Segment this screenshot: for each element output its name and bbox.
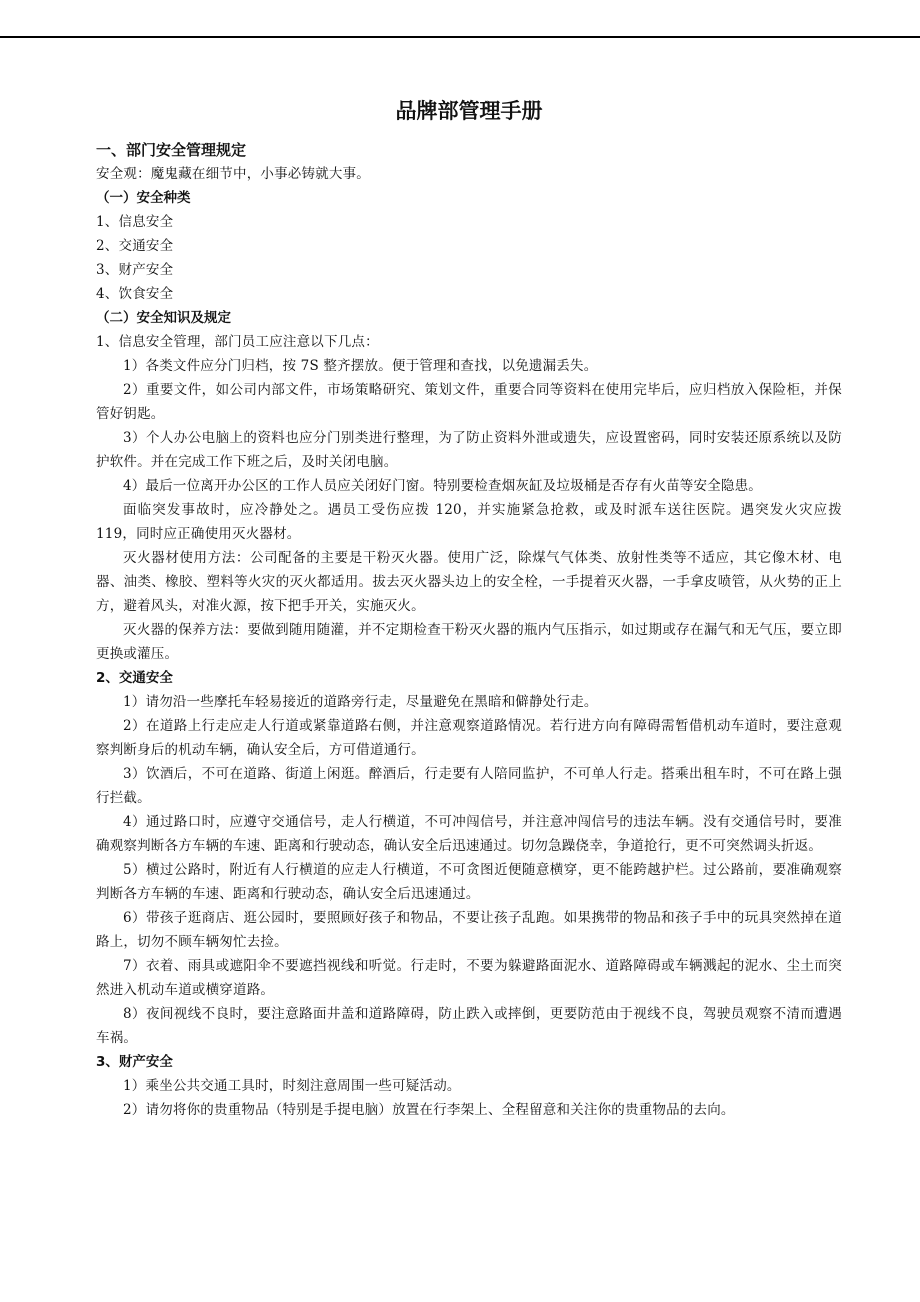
subsection-heading-rules: （二）安全知识及规定 <box>96 310 231 326</box>
safety-type-item: 4、饮食安全 <box>96 286 174 302</box>
property-safety-point: 1）乘坐公共交通工具时，时刻注意周围一些可疑活动。 <box>123 1078 461 1094</box>
traffic-safety-point: 8）夜间视线不良时，要注意路面井盖和道路障碍，防止跌入或摔倒，更要防范由于视线不良，驾驶员观察不清而遭遇车祸。 <box>96 1006 842 1046</box>
extinguisher-maintenance-paragraph: 灭火器的保养方法：要做到随用随灌，并不定期检查干粉灭火器的瓶内气压指示，如过期或存在漏气和无气压，要立即更换或灌压。 <box>96 622 842 662</box>
info-security-point: 3）个人办公电脑上的资料也应分门别类进行整理，为了防止资料外泄或遗失，应设置密码，同时安装还原系统以及防护软件。并在完成工作下班之后，及时关闭电脑。 <box>96 430 842 470</box>
traffic-safety-point: 3）饮酒后，不可在道路、街道上闲逛。醉酒后，行走要有人陪同监护，不可单人行走。搭乘出租车时，不可在路上强行拦截。 <box>96 766 842 806</box>
safety-type-item: 1、信息安全 <box>96 214 174 230</box>
info-security-point: 4）最后一位离开办公区的工作人员应关闭好门窗。特别要检查烟灰缸及垃圾桶是否存有火苗等安全隐患。 <box>123 478 762 494</box>
subsection-heading-types: （一）安全种类 <box>96 190 191 206</box>
document-page <box>96 92 842 1122</box>
traffic-safety-point: 6）带孩子逛商店、逛公园时，要照顾好孩子和物品，不要让孩子乱跑。如果携带的物品和孩子手中的玩具突然掉在道路上，切勿不顾车辆匆忙去捡。 <box>96 910 842 950</box>
traffic-safety-point: 2）在道路上行走应走人行道或紧靠道路右侧，并注意观察道路情况。若行进方向有障碍需暂借机动车道时，要注意观察判断身后的机动车辆，确认安全后，方可借道通行。 <box>96 718 842 758</box>
traffic-safety-point: 4）通过路口时，应遵守交通信号，走人行横道，不可冲闯信号，并注意冲闯信号的违法车辆。没有交通信号时，要准确观察判断各方车辆的车速、距离和行驶动态，确认安全后迅速通过。切勿急躁侥幸，争道抢行，更不可突然调头折返。 <box>96 814 842 854</box>
property-safety-point: 2）请勿将你的贵重物品（特别是手提电脑）放置在行李架上、全程留意和关注你的贵重物品的去向。 <box>123 1102 735 1118</box>
safety-type-item: 2、交通安全 <box>96 238 174 254</box>
safety-motto: 安全观：魔鬼藏在细节中，小事必铸就大事。 <box>96 166 370 182</box>
extinguisher-usage-paragraph: 灭火器材使用方法：公司配备的主要是干粉灭火器。使用广泛，除煤气气体类、放射性类等不适应，其它像木材、电器、油类、橡胶、塑料等火灾的灭火都适用。拔去灭火器头边上的安全栓，一手提着灭火器，一手拿皮喷管，从火势的正上方，避着风头，对准火源，按下把手开关，实施灭火。 <box>96 550 842 614</box>
info-security-intro: 1、信息安全管理，部门员工应注意以下几点： <box>96 334 379 350</box>
safety-type-item: 3、财产安全 <box>96 262 174 278</box>
document-title: 品牌部管理手册 <box>395 99 543 123</box>
info-security-point: 1）各类文件应分门归档，按 7S 整齐摆放。便于管理和查找，以免遗漏丢失。 <box>123 358 598 374</box>
property-safety-heading: 3、财产安全 <box>96 1054 173 1070</box>
info-security-point: 2）重要文件，如公司内部文件，市场策略研究、策划文件，重要合同等资料在使用完毕后，应归档放入保险柜，并保管好钥匙。 <box>96 382 842 422</box>
section-heading: 一、部门安全管理规定 <box>96 141 247 159</box>
traffic-safety-point: 7）衣着、雨具或遮阳伞不要遮挡视线和听觉。行走时，不要为躲避路面泥水、道路障碍或车辆溅起的泥水、尘土而突然进入机动车道或横穿道路。 <box>96 958 842 998</box>
emergency-paragraph: 面临突发事故时，应冷静处之。遇员工受伤应拨 120，并实施紧急抢救，或及时派车送往医院。遇突发火灾应拨 119，同时应正确使用灭火器材。 <box>96 502 842 542</box>
traffic-safety-heading: 2、交通安全 <box>96 670 173 686</box>
traffic-safety-point: 1）请勿沿一些摩托车轻易接近的道路旁行走，尽量避免在黑暗和僻静处行走。 <box>123 694 598 710</box>
header-rule <box>0 36 920 38</box>
traffic-safety-point: 5）横过公路时，附近有人行横道的应走人行横道，不可贪图近便随意横穿，更不能跨越护栏。过公路前，要准确观察判断各方车辆的车速、距离和行驶动态，确认安全后迅速通过。 <box>96 862 842 902</box>
